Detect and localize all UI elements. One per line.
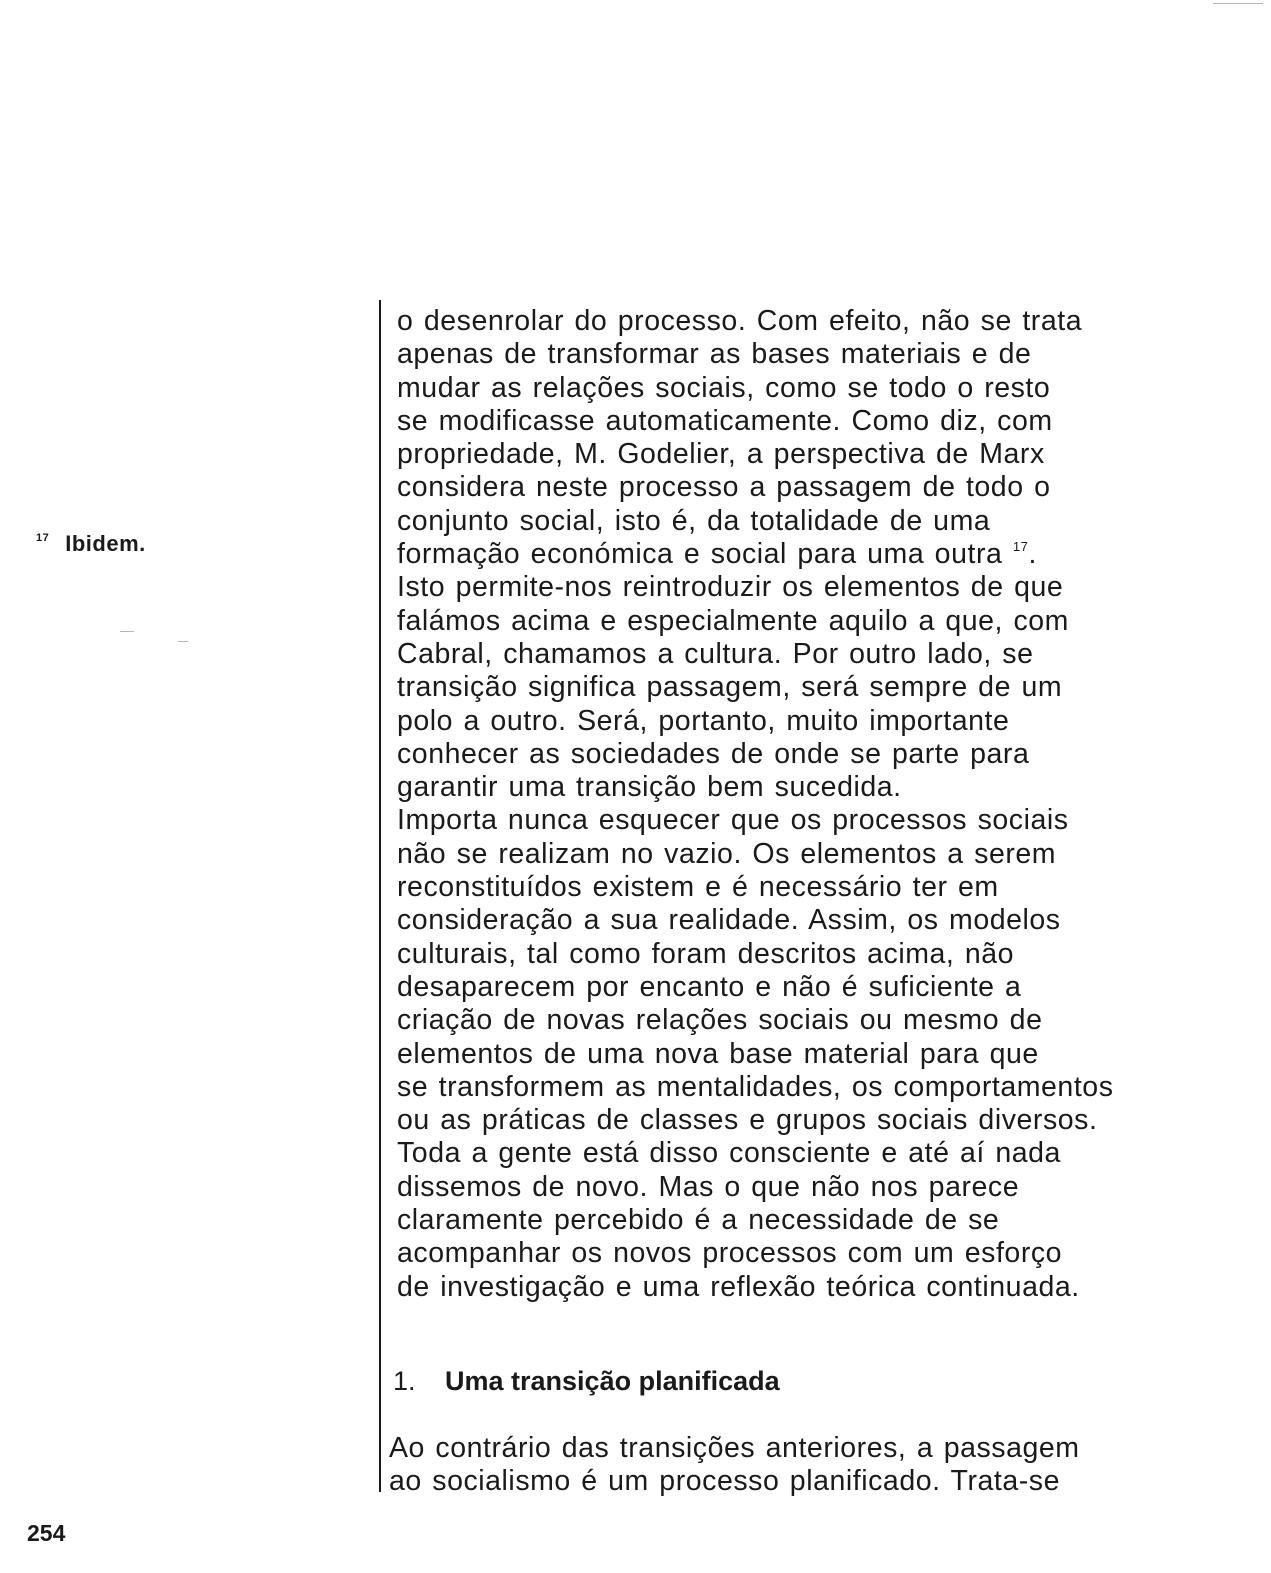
paragraph-line: transição significa passagem, será sempre de um: [397, 671, 1063, 704]
paragraph-line: Cabral, chamamos a cultura. Por outro lado, se: [397, 637, 1034, 670]
paragraph-line: se modificasse automaticamente. Como diz, com: [397, 404, 1053, 437]
paragraph-line: consideração a sua realidade. Assim, os modelos: [397, 904, 1061, 937]
paragraph-line: culturais, tal como foram descritos acima, não: [397, 937, 1015, 970]
footnote-marker: 17: [36, 532, 50, 544]
paragraph-line-with-footnote: [397, 538, 1237, 571]
paragraph-line-text: formação económica e social para uma outra: [397, 538, 1003, 571]
paragraph-line: acompanhar os novos processos com um esforço: [397, 1237, 1063, 1270]
paragraph-line: conjunto social, isto é, da totalidade de uma: [397, 504, 991, 537]
scan-speck: [1213, 3, 1263, 4]
paragraph-line: Importa nunca esquecer que os processos sociais: [397, 804, 1069, 837]
section-paragraph: [389, 1432, 1249, 1499]
paragraph-line: se transformem as mentalidades, os comportamentos: [397, 1070, 1114, 1103]
paragraph-line: desaparecem por encanto e não é suficiente a: [397, 970, 1022, 1003]
paragraph-line: polo a outro. Será, portanto, muito importante: [397, 704, 1010, 737]
paragraph-line: apenas de transformar as bases materiais e de: [397, 338, 1032, 371]
footnote-reference: 17: [1012, 539, 1029, 555]
paragraph-line: de investigação e uma reflexão teórica continuada.: [397, 1270, 1080, 1303]
section-heading: [393, 1366, 780, 1397]
margin-rule: [379, 300, 381, 1492]
paragraph-line: criação de novas relações sociais ou mesmo de: [397, 1004, 1043, 1037]
paragraph-line: considera neste processo a passagem de todo o: [397, 471, 1051, 504]
paragraph-line: garantir uma transição bem sucedida.: [397, 771, 902, 804]
paragraph-line: dissemos de novo. Mas o que não nos parece: [397, 1170, 1020, 1203]
paragraph-line: mudar as relações sociais, como se todo o resto: [397, 371, 1051, 404]
footnote-text: Ibidem.: [65, 531, 146, 556]
section-line: Ao contrário das transições anteriores, a passagem: [389, 1432, 1080, 1464]
main-paragraph: [397, 305, 1237, 1304]
margin-footnote: [36, 531, 146, 557]
footnote-reference-suffix: .: [1028, 538, 1037, 571]
paragraph-line: claramente percebido é a necessidade de se: [397, 1204, 1000, 1237]
scan-speck: [120, 631, 134, 632]
page-number: 254: [27, 1520, 66, 1546]
paragraph-line: ou as práticas de classes e grupos sociais diversos.: [397, 1104, 1098, 1137]
paragraph-line: Isto permite-nos reintroduzir os elementos de que: [397, 571, 1064, 604]
section-line: ao socialismo é um processo planificado. Trata-se: [389, 1465, 1061, 1498]
paragraph-line: reconstituídos existem e é necessário ter em: [397, 871, 999, 904]
scan-speck: [178, 641, 188, 642]
paragraph-line: elementos de uma nova base material para que: [397, 1037, 1039, 1070]
paragraph-line: propriedade, M. Godelier, a perspectiva de Marx: [397, 438, 1045, 471]
paragraph-line: conhecer as sociedades de onde se parte para: [397, 737, 1030, 770]
paragraph-line: Toda a gente está disso consciente e até aí nada: [397, 1137, 1061, 1170]
paragraph-line: o desenrolar do processo. Com efeito, não se trata: [397, 305, 1083, 337]
section-number: 1.: [393, 1366, 416, 1396]
paragraph-line: falámos acima e especialmente aquilo a que, com: [397, 604, 1069, 637]
paragraph-line: não se realizam no vazio. Os elementos a serem: [397, 837, 1057, 870]
section-title: Uma transição planificada: [445, 1366, 780, 1396]
